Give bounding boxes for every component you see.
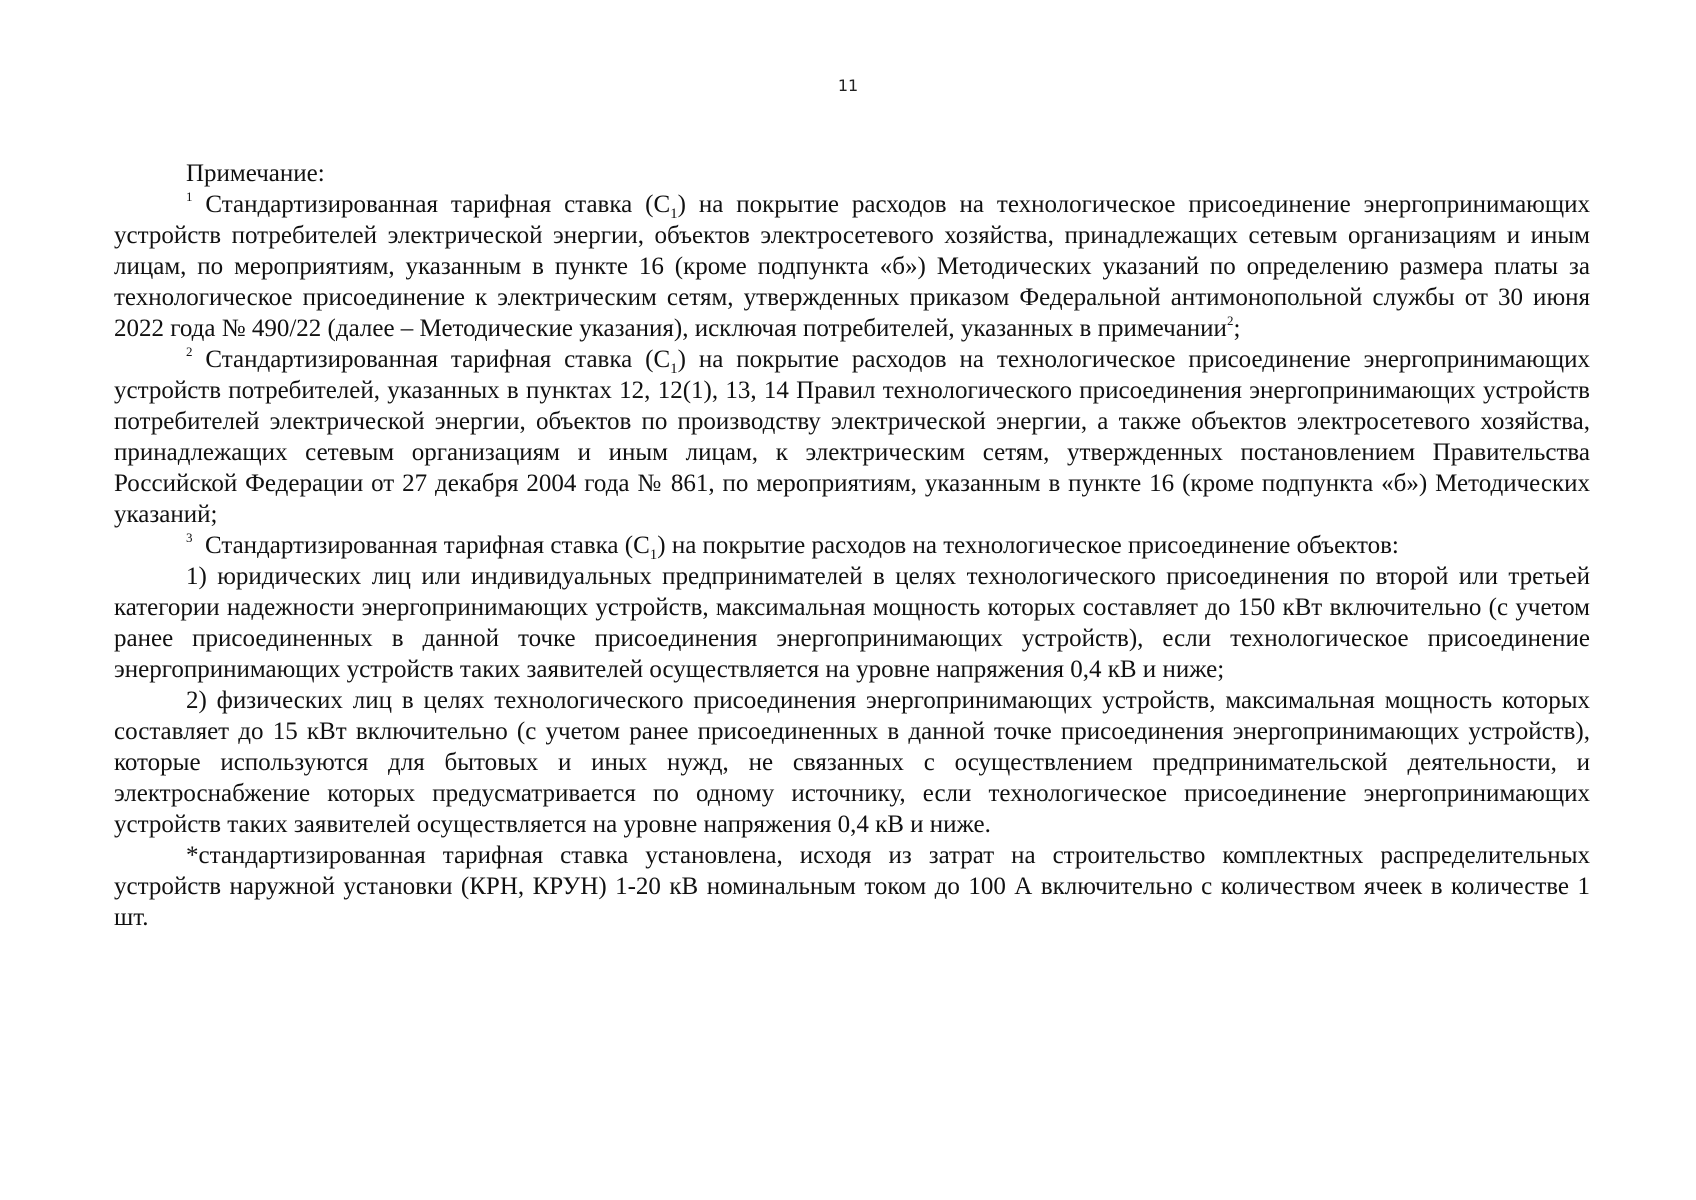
notes-heading: Примечание: xyxy=(186,160,325,187)
note-3-marker: 3 xyxy=(186,529,193,545)
list-item-2: 2) физических лиц в целях технологического присоединения энергопринимающих устройств, максимальная мощность которых составляет до 15 кВт включительно (с учетом ранее присоединенных в данной точке присоединения энергопринимающих устройств), которые используются для бытовых и иных нужд, не связанных с осуществлением предпринимательской деятельности, и электроснабжение которых предусматривается по одному источнику, если технологическое присоединение энергопринимающих устройств таких заявителей осуществляется на уровне напряжения 0,4 кВ и ниже. xyxy=(114,687,1590,838)
note-3 xyxy=(114,530,1590,561)
list-item-1: 1) юридических лиц или индивидуальных предпринимателей в целях технологического присоединения по второй или третьей категории надежности энергопринимающих устройств, максимальная мощность которых составляет до 150 кВт включительно (с учетом ранее присоединенных в данной точке присоединения энергопринимающих устройств), если технологическое присоединение энергопринимающих устройств таких заявителей осуществляется на уровне напряжения 0,4 кВ и ниже; xyxy=(114,563,1590,683)
note-2-subscript: 1 xyxy=(670,361,678,377)
note-1-text: ) на покрытие расходов на технологическое присоединение энергопринимающих устройств потребителей электрической энергии, объектов электросетевого хозяйства, принадлежащих сетевым организациям и иным лицам, по мероприятиям, указанным в пункте 16 (кроме подпункта «б») Методических указаний по определению размера платы за технологическое присоединение к электрическим сетям, утвержденных приказом Федеральной антимонопольной службы от 30 июня 2022 года № 490/22 (далее – Методические указания), исключая потребителей, указанных в примечании xyxy=(114,191,1590,342)
note-3-lead: Стандартизированная тарифная ставка (С xyxy=(205,532,650,559)
note-1-tail: ; xyxy=(1233,315,1241,342)
note-1-subscript: 1 xyxy=(670,206,678,222)
note-2 xyxy=(114,344,1590,530)
note-1-reference: 2 xyxy=(1226,312,1234,328)
notes-section xyxy=(114,158,1590,933)
note-2-text: ) на покрытие расходов на технологическое присоединение энергопринимающих устройств потребителей, указанных в пунктах 12, 12(1), 13, 14 Правил технологического присоединения энергопринимающих устройств потребителей электрической энергии, объектов по производству электрической энергии, а также объектов электросетевого хозяйства, принадлежащих сетевым организациям и иным лицам, к электрическим сетям, утвержденных постановлением Правительства Российской Федерации от 27 декабря 2004 года № 861, по мероприятиям, указанным в пункте 16 (кроме подпункта «б») Методических указаний; xyxy=(114,346,1590,528)
asterisk-note: *стандартизированная тарифная ставка установлена, исходя из затрат на строительство комплектных распределительных устройств наружной установки (КРН, КРУН) 1-20 кВ номинальным током до 100 А включительно с количеством ячеек в количестве 1 шт. xyxy=(114,842,1590,931)
note-1-lead: Стандартизированная тарифная ставка (С xyxy=(205,191,671,218)
page-number: 11 xyxy=(837,76,859,95)
note-1 xyxy=(114,189,1590,344)
note-2-marker: 2 xyxy=(186,343,193,359)
note-3-subscript: 1 xyxy=(649,547,658,563)
note-1-marker: 1 xyxy=(186,188,193,204)
note-2-lead: Стандартизированная тарифная ставка (С xyxy=(205,346,671,373)
note-3-text: ) на покрытие расходов на технологическое присоединение объектов: xyxy=(657,532,1399,559)
